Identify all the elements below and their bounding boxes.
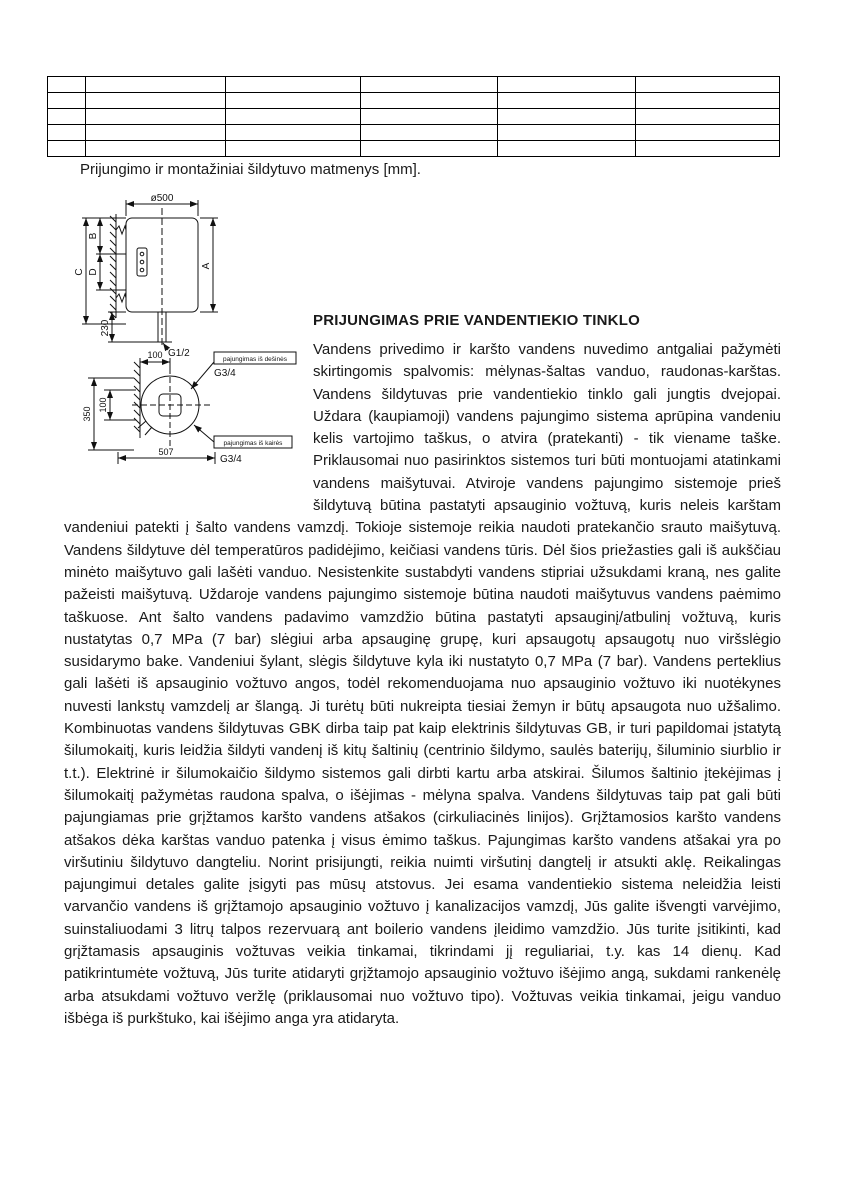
table-cell — [86, 93, 226, 109]
table-row — [48, 141, 780, 157]
table-row — [48, 109, 780, 125]
table-cell — [498, 93, 636, 109]
table-cell — [636, 125, 780, 141]
table-cell — [48, 141, 86, 157]
table-cell — [361, 77, 498, 93]
dim-label-100-top: 100 — [147, 350, 163, 360]
table-cell — [226, 141, 361, 157]
table-cell — [226, 125, 361, 141]
table-row — [48, 93, 780, 109]
table-cell — [636, 77, 780, 93]
dim-label-507: 507 — [158, 447, 174, 457]
table-cell — [48, 93, 86, 109]
table-cell — [636, 93, 780, 109]
table-cell — [498, 77, 636, 93]
technical-drawing — [64, 192, 305, 500]
dim-label-350: 350 — [82, 406, 92, 422]
table-cell — [498, 141, 636, 157]
table-cell — [361, 93, 498, 109]
table-cell — [226, 77, 361, 93]
table-row — [48, 77, 780, 93]
table-cell — [361, 141, 498, 157]
table-cell — [86, 109, 226, 125]
dim-label-100-left: 100 — [98, 397, 108, 413]
table-caption: Prijungimo ir montažiniai šildytuvo matmenys [mm]. — [80, 161, 421, 178]
thread-label-g12: G1/2 — [168, 348, 190, 359]
table-row — [48, 125, 780, 141]
dim-label-c: C — [74, 268, 85, 276]
table-cell — [361, 125, 498, 141]
dimensions-table — [47, 76, 780, 157]
table-cell — [226, 109, 361, 125]
dim-label-d: D — [88, 268, 99, 276]
table-cell — [86, 141, 226, 157]
thread-label-g34-right: G3/4 — [214, 368, 236, 379]
dim-label-b: B — [88, 232, 99, 240]
body-text: Vandens privedimo ir karšto vandens nuvedimo antgaliai pažymėti skirtingomis spalvomis: mėlynas-šaltas vanduo, raudonas-karštas. Vandens šildytuvas prie vandentiekio tinklo gali jungtis dvejopai. Uždara (kaupiamoji) vandens pajungimo sistema aprūpina vandeniu kelis vartojimo taškus, o atvira (pratekanti) - tik viename taške. Priklausomai nuo pasirinktos sistemos turi būti montuojami atatinkami vandens maišytuvai. Atviroje vandens pajungimo sistemoje prieš šildytuvą būtina pastatyti apsauginio vožtuvą, kuris neleis karštam vandeniui patekti į šalto vandens vamzdį. Tokioje sistemoje reikia naudoti pratekančio srauto maišytuvą. Vandens šildytuve dėl temperatūros padidėjimo, keičiasi vandens tūris. Dėl šios priežasties gali iš aukščiau minėto maišytuvo gali lašėti vanduo. Nesistenkite sustabdyti vandens stipriai užsukdami kraną, nes galite pažeisti maišytuvą. Uždaroje vandens pajungimo sistemoje būtina naudoti maišytuvus vandens paėmimo taškuose. Ant šalto vandens padavimo vamzdžio būtina pastatyti apsauginį/atbulinį vožtuvą, kuris nustatytas 0,7 MPa (7 bar) slėgiui arba apsauginę grupę, kuri apsaugotų apsaugotų nuo viršslėgio susidarymo bake. Vandeniui šylant, slėgis šildytuve kyla iki nustatyto 0,7 MPa (7 bar). Vandens perteklius gali lašėti iš apsauginio vožtuvo angos, todėl rekomenduojama nuo apsauginio vožtuvo iki nuotėkynes nuvesti lankstų vamzdelį ar šlangą. Ji turėtų būti nukreipta tiesiai žemyn ir būtų apsaugota nuo užšalimo. Kombinuotas vandens šildytuvas GBK dirba taip pat kaip elektrinis šildytuvas GB, ir turi papildomai įstatytą šilumokaitį, kuris leidžia šildyti vandenį iš kitų šaltinių (centrinio šildymo, saulės baterijų, šiluminio siurblio ir t.t.). Elektrinė ir šilumokaičio šildymo sistemos gali dirbti kartu arba atskirai. Šilumos šaltinio įtekėjimas į šilumokaitį pažymėtas raudona spalva, o išėjimas - mėlyna spalva. Vandens šildytuvas taip pat gali būti pajungiamas prie grįžtamos karšto vandens atšakos (cirkuliacinės linijos). Grįžtamosios karšto vandens atšakos dėka karštas vanduo patenka į visus ėmimo taškus. Pajungimas karšto vandens atšakai yra po viršutiniu šildytuvo dangteliu. Norint prisijungti, reikia nuimti viršutinį dangtelį ir atsukti aklę. Reikalingas pajungimui detales galite įsigyti pas mūsų atstovus. Jei esama vandentiekio sistema neleidžia leisti varvančio vandens iš grįžtamojo apsauginio vožtuvo į kanalizacijos vamzdį, Jūs galite išvengti varvėjimo, suinstaliuodami 3 litrų talpos rezervuarą ant boilerio vandens įleidimo vamzdžio. Jūs turite įsitikinti, kad grįžtamasis apsauginis vožtuvas veikia tinkamai, tikrindami jį reguliariai, t.y. kas 14 dienų. Kad patikrintumėte vožtuvą, Jūs turite atidaryti grįžtamojo apsauginio vožtuvo išėjimo angą, sukdami rankenėlę arba atsukdami vožtuvo veržlę (priklausomai nuo vožtuvo tipo). Vožtuvas veikia tinkamai, jeigu vanduo išbėga iš purkštuko, kai išėjimo anga yra atidaryta. — [64, 341, 781, 1027]
table-cell — [48, 125, 86, 141]
section-heading: PRIJUNGIMAS PRIE VANDENTIEKIO TINKLO — [313, 312, 640, 329]
table-cell — [226, 93, 361, 109]
dim-label-230: 230 — [100, 319, 111, 337]
conn-right-label: pajungimas iš dešinės — [223, 356, 287, 363]
table-cell — [498, 109, 636, 125]
table-cell — [636, 141, 780, 157]
table-cell — [498, 125, 636, 141]
table-cell — [48, 77, 86, 93]
table-cell — [361, 109, 498, 125]
dim-label-a: A — [201, 262, 212, 270]
table-cell — [48, 109, 86, 125]
table-cell — [86, 77, 226, 93]
table-cell — [636, 109, 780, 125]
conn-left-label: pajungimas iš kairės — [223, 440, 283, 447]
table-cell — [86, 125, 226, 141]
thread-label-g34-left: G3/4 — [220, 454, 242, 465]
dim-label-diameter: ø500 — [150, 193, 174, 204]
heater-dimensions-drawing — [64, 192, 305, 500]
